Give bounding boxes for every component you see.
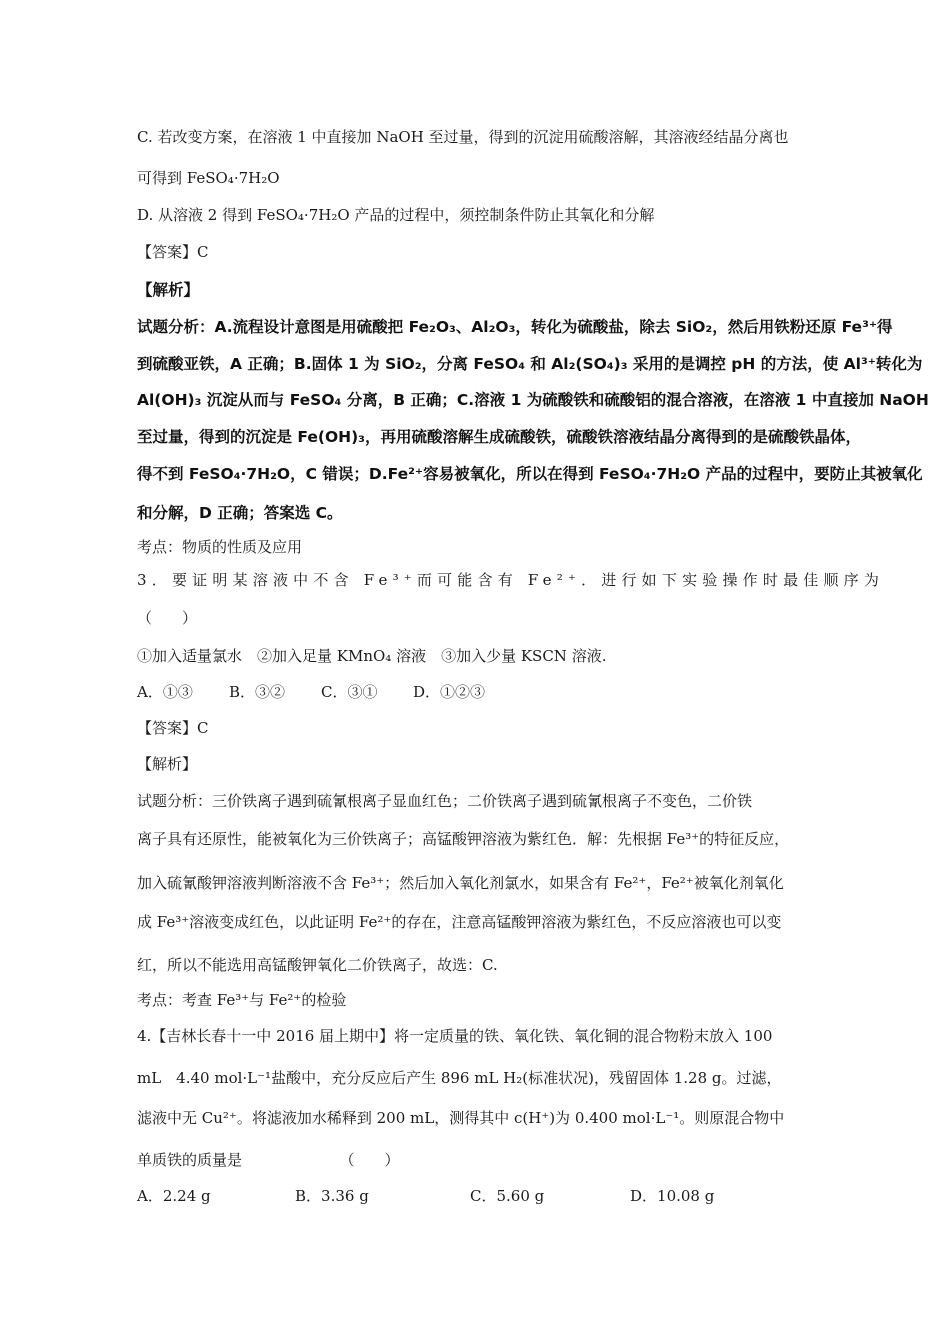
q2-analysis-line: 到硫酸亚铁，A 正确；B.固体 1 为 SiO₂，分离 FeSO₄ 和 Al₂(SO₄)₃ 采用的是调控 pH 的方法，使 Al³⁺转化为 (137, 355, 923, 373)
q3-analysis-line: 离子具有还原性，能被氧化为三价铁离子；高锰酸钾溶液为紫红色．解：先根据 Fe³⁺的特征反应， (137, 830, 790, 848)
q3-answer: 【答案】C (137, 719, 209, 737)
q4-stem-line: 滤液中无 Cu²⁺。将滤液加水稀释到 200 mL，测得其中 c(H⁺)为 0.400 mol·L⁻¹。则原混合物中 (137, 1109, 785, 1127)
q2-analysis-line: 得不到 FeSO₄·7H₂O，C 错误；D.Fe²⁺容易被氧化，所以在得到 FeSO₄·7H₂O 产品的过程中，要防止其被氧化 (137, 465, 923, 483)
q2-option-c-line1: C. 若改变方案，在溶液 1 中直接加 NaOH 至过量，得到的沉淀用硫酸溶解，其溶液经结晶分离也 (137, 128, 789, 146)
q4-stem-line: mL 4.40 mol·L⁻¹盐酸中，充分反应后产生 896 mL H₂(标准状况)，残留固体 1.28 g。过滤， (137, 1069, 782, 1087)
q3-analysis-line: 试题分析：三价铁离子遇到硫氰根离子显血红色；二价铁离子遇到硫氰根离子不变色，二价铁 (137, 792, 753, 810)
q2-topic: 考点：物质的性质及应用 (137, 538, 303, 556)
q2-analysis-line: 至过量，得到的沉淀是 Fe(OH)₃，再用硫酸溶解生成硫酸铁，硫酸铁溶液结晶分离得到的是硫酸铁晶体， (137, 428, 861, 446)
q3-options (137, 682, 485, 702)
q3-option-c: C．③① (321, 683, 378, 701)
q2-analysis-line: Al(OH)₃ 沉淀从而与 FeSO₄ 分离，B 正确；C.溶液 1 为硫酸铁和硫酸铝的混合溶液，在溶液 1 中直接加 NaOH (137, 391, 929, 409)
q3-topic: 考点：考查 Fe³⁺与 Fe²⁺的检验 (137, 991, 347, 1009)
q3-stem-line2: （ ） (137, 609, 198, 627)
q2-analysis-heading: 【解析】 (137, 281, 200, 299)
q4-option-b: B．3.36 g (295, 1187, 369, 1205)
q3-steps: ①加入适量氯水 ②加入足量 KMnO₄ 溶液 ③加入少量 KSCN 溶液. (137, 647, 607, 665)
q3-analysis-line: 加入硫氰酸钾溶液判断溶液不含 Fe³⁺；然后加入氧化剂氯水，如果含有 Fe²⁺，Fe²⁺被氧化剂氧化 (137, 874, 784, 892)
q2-option-d: D. 从溶液 2 得到 FeSO₄·7H₂O 产品的过程中，须控制条件防止其氧化和分解 (137, 206, 655, 224)
q4-option-a: A．2.24 g (137, 1187, 211, 1205)
q3-stem-line1: 3．要证明某溶液中不含 Fe³⁺而可能含有 Fe²⁺．进行如下实验操作时最佳顺序为 (137, 571, 885, 589)
q4-options (137, 1186, 714, 1206)
q4-option-d: D．10.08 g (630, 1187, 715, 1205)
q3-option-b: B．③② (229, 683, 286, 701)
q4-option-c: C．5.60 g (470, 1187, 545, 1205)
q2-analysis-line: 和分解，D 正确；答案选 C。 (137, 504, 343, 522)
q3-analysis-line: 成 Fe³⁺溶液变成红色，以此证明 Fe²⁺的存在，注意高锰酸钾溶液为紫红色，不反应溶液也可以变 (137, 913, 782, 931)
q3-analysis-line: 红，所以不能选用高锰酸钾氧化二价铁离子，故选：C. (137, 956, 498, 974)
q2-answer: 【答案】C (137, 243, 209, 261)
q2-analysis-line: 试题分析：A.流程设计意图是用硫酸把 Fe₂O₃、Al₂O₃，转化为硫酸盐，除去 SiO₂，然后用铁粉还原 Fe³⁺得 (137, 318, 893, 336)
q4-stem-line: 4.【吉林长春十一中 2016 届上期中】将一定质量的铁、氧化铁、氧化铜的混合物粉末放入 100 (137, 1027, 773, 1045)
q2-option-c-line2: 可得到 FeSO₄·7H₂O (137, 169, 280, 187)
q4-stem-line: 单质铁的质量是 （ ） (137, 1151, 400, 1169)
q3-option-a: A．①③ (137, 683, 193, 701)
q3-analysis-heading: 【解析】 (137, 755, 198, 773)
q3-option-d: D．①②③ (413, 683, 486, 701)
